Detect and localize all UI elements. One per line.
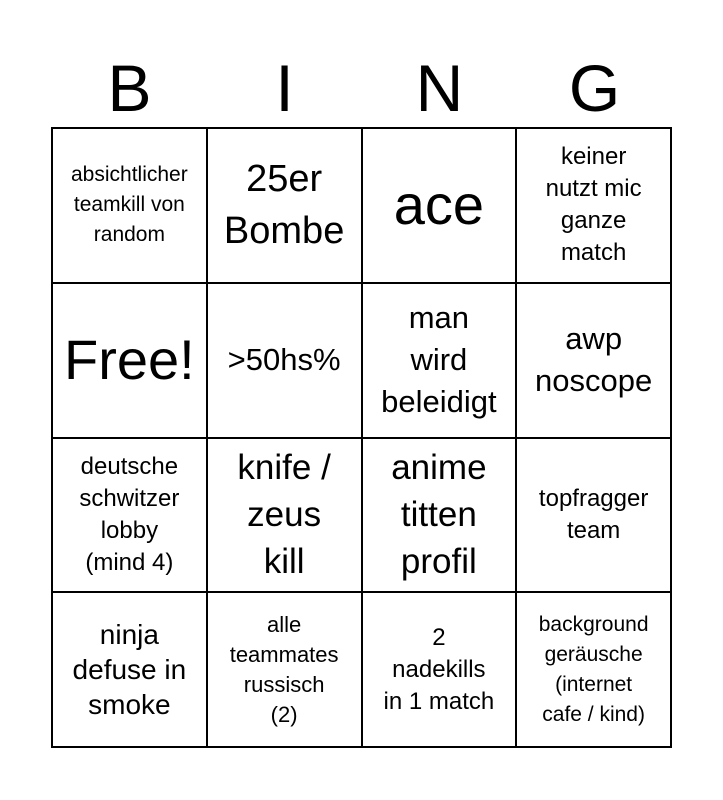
bingo-cell[interactable] (517, 593, 672, 748)
cell-text: Free! (64, 328, 195, 392)
cell-text: man wird beleidigt (381, 300, 497, 420)
bingo-cell[interactable] (53, 439, 208, 594)
cell-text: absichtlicher teamkill von random (71, 163, 188, 247)
cell-text: background geräusche (internet cafe / kind) (538, 612, 649, 726)
cell-text: alle teammates russisch (2) (229, 611, 339, 727)
free-cell[interactable] (53, 284, 208, 439)
bingo-cell[interactable] (208, 284, 363, 439)
bingo-cell[interactable] (208, 129, 363, 284)
bingo-cell[interactable] (517, 439, 672, 594)
cell-text: ace (393, 173, 485, 237)
cell-text: topfragger team (538, 484, 649, 544)
bingo-header (52, 48, 672, 128)
bingo-cell[interactable] (53, 593, 208, 748)
header-letter-n: N (415, 51, 464, 125)
bingo-cell[interactable] (208, 593, 363, 748)
bingo-cell[interactable] (363, 129, 518, 284)
cell-text: keiner nutzt mic ganze match (545, 143, 642, 267)
bingo-cell[interactable] (363, 284, 518, 439)
bingo-cell[interactable] (208, 439, 363, 594)
header-letter-b: B (107, 51, 152, 125)
bingo-cell[interactable] (517, 284, 672, 439)
cell-text: 25er Bombe (223, 158, 345, 253)
bingo-cell[interactable] (53, 129, 208, 284)
bingo-cell[interactable] (363, 593, 518, 748)
bingo-board (51, 127, 672, 748)
cell-text: >50hs% (227, 342, 341, 378)
cell-text: anime titten profil (391, 448, 487, 582)
cell-text: 2 nadekills in 1 match (383, 623, 495, 715)
cell-text: deutsche schwitzer lobby (mind 4) (79, 452, 180, 576)
bingo-cell[interactable] (517, 129, 672, 284)
cell-text: ninja defuse in smoke (72, 619, 187, 721)
header-letter-g: G (568, 51, 621, 125)
cell-text: awp noscope (535, 321, 653, 399)
header-letter-i: I (275, 51, 294, 125)
cell-text: knife / zeus kill (237, 448, 331, 582)
bingo-cell[interactable] (363, 439, 518, 594)
